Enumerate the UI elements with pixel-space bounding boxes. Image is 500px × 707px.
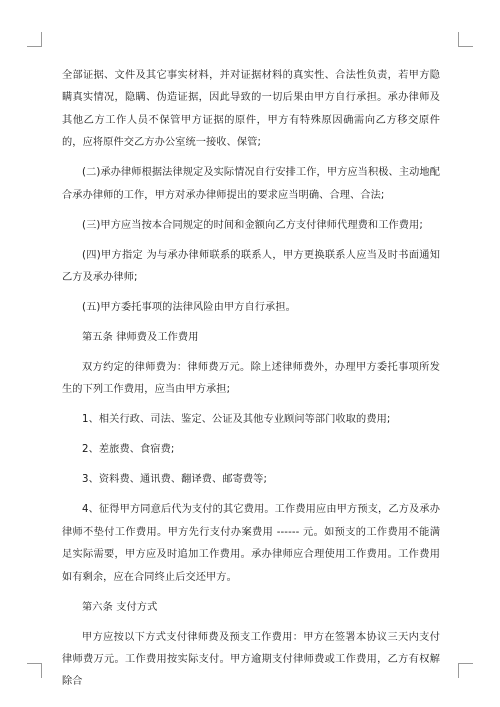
document-body: [62, 65, 440, 701]
section-heading-article-6: 第六条 支付方式: [82, 601, 158, 613]
list-item-fee-4: 4、征得甲方同意后代为支付的其它费用。工作费用应由甲方预支，乙方及承办律师不垫付工作费用。甲方先行支付办案费用 ------ 元。如预支的工作费用不能满足实际需要，甲方应及时追加工作费用。承办律师应合理使用工作费用。工作费用如有剩余，应在合同终止后交还甲方。: [62, 504, 440, 583]
paragraph-clause-4: (四)甲方指定 为与承办律师联系的联系人，甲方更换联系人应当及时书面通知乙方及承办律师;: [62, 249, 440, 284]
paragraph-clause-5: (五)甲方委托事项的法律风险由甲方自行承担。: [82, 302, 296, 314]
crop-mark-bottom-right: [458, 663, 473, 678]
paragraph-payment-method: 甲方应按以下方式支付律师费及预支工作费用：甲方在签署本协议三天内支付律师费万元。工作费用按实际支付。甲方逾期支付律师费或工作费用，乙方有权解除合: [62, 631, 440, 688]
paragraph-evidence-obligation: 全部证据、文件及其它事实材料，并对证据材料的真实性、合法性负责，若甲方隐瞒真实情况，隐瞒、伪造证据，因此导致的一切后果由甲方自行承担。承办律师及其他乙方工作人员不保管甲方证据的原件，甲方有特殊原因确需向乙方移交原件的，应将原件交乙方办公室统一接收、保管;: [62, 70, 440, 149]
crop-mark-bottom-left: [27, 663, 42, 678]
list-item-fee-1: 1、相关行政、司法、鉴定、公证及其他专业顾问等部门收取的费用;: [82, 414, 391, 426]
paragraph-clause-2: (二)承办律师根据法律规定及实际情况自行安排工作，甲方应当积极、主动地配合承办律师的工作，甲方对承办律师提出的要求应当明确、合理、合法;: [62, 167, 440, 201]
paragraph-clause-3: (三)甲方应当按本合同规定的时间和金额向乙方支付律师代理费和工作费用;: [82, 219, 423, 231]
list-item-fee-3: 3、资料费、通讯费、翻译费、邮寄费等;: [82, 474, 267, 486]
crop-mark-top-right: [458, 32, 473, 47]
section-heading-article-5: 第五条 律师费及工作费用: [82, 332, 199, 344]
paragraph-fee-agreement: 双方约定的律师费为：律师费万元。除上述律师费外，办理甲方委托事项所发生的下列工作费用，应当由甲方承担;: [62, 362, 440, 396]
crop-mark-top-left: [27, 32, 42, 47]
list-item-fee-2: 2、差旅费、食宿费;: [82, 444, 175, 456]
